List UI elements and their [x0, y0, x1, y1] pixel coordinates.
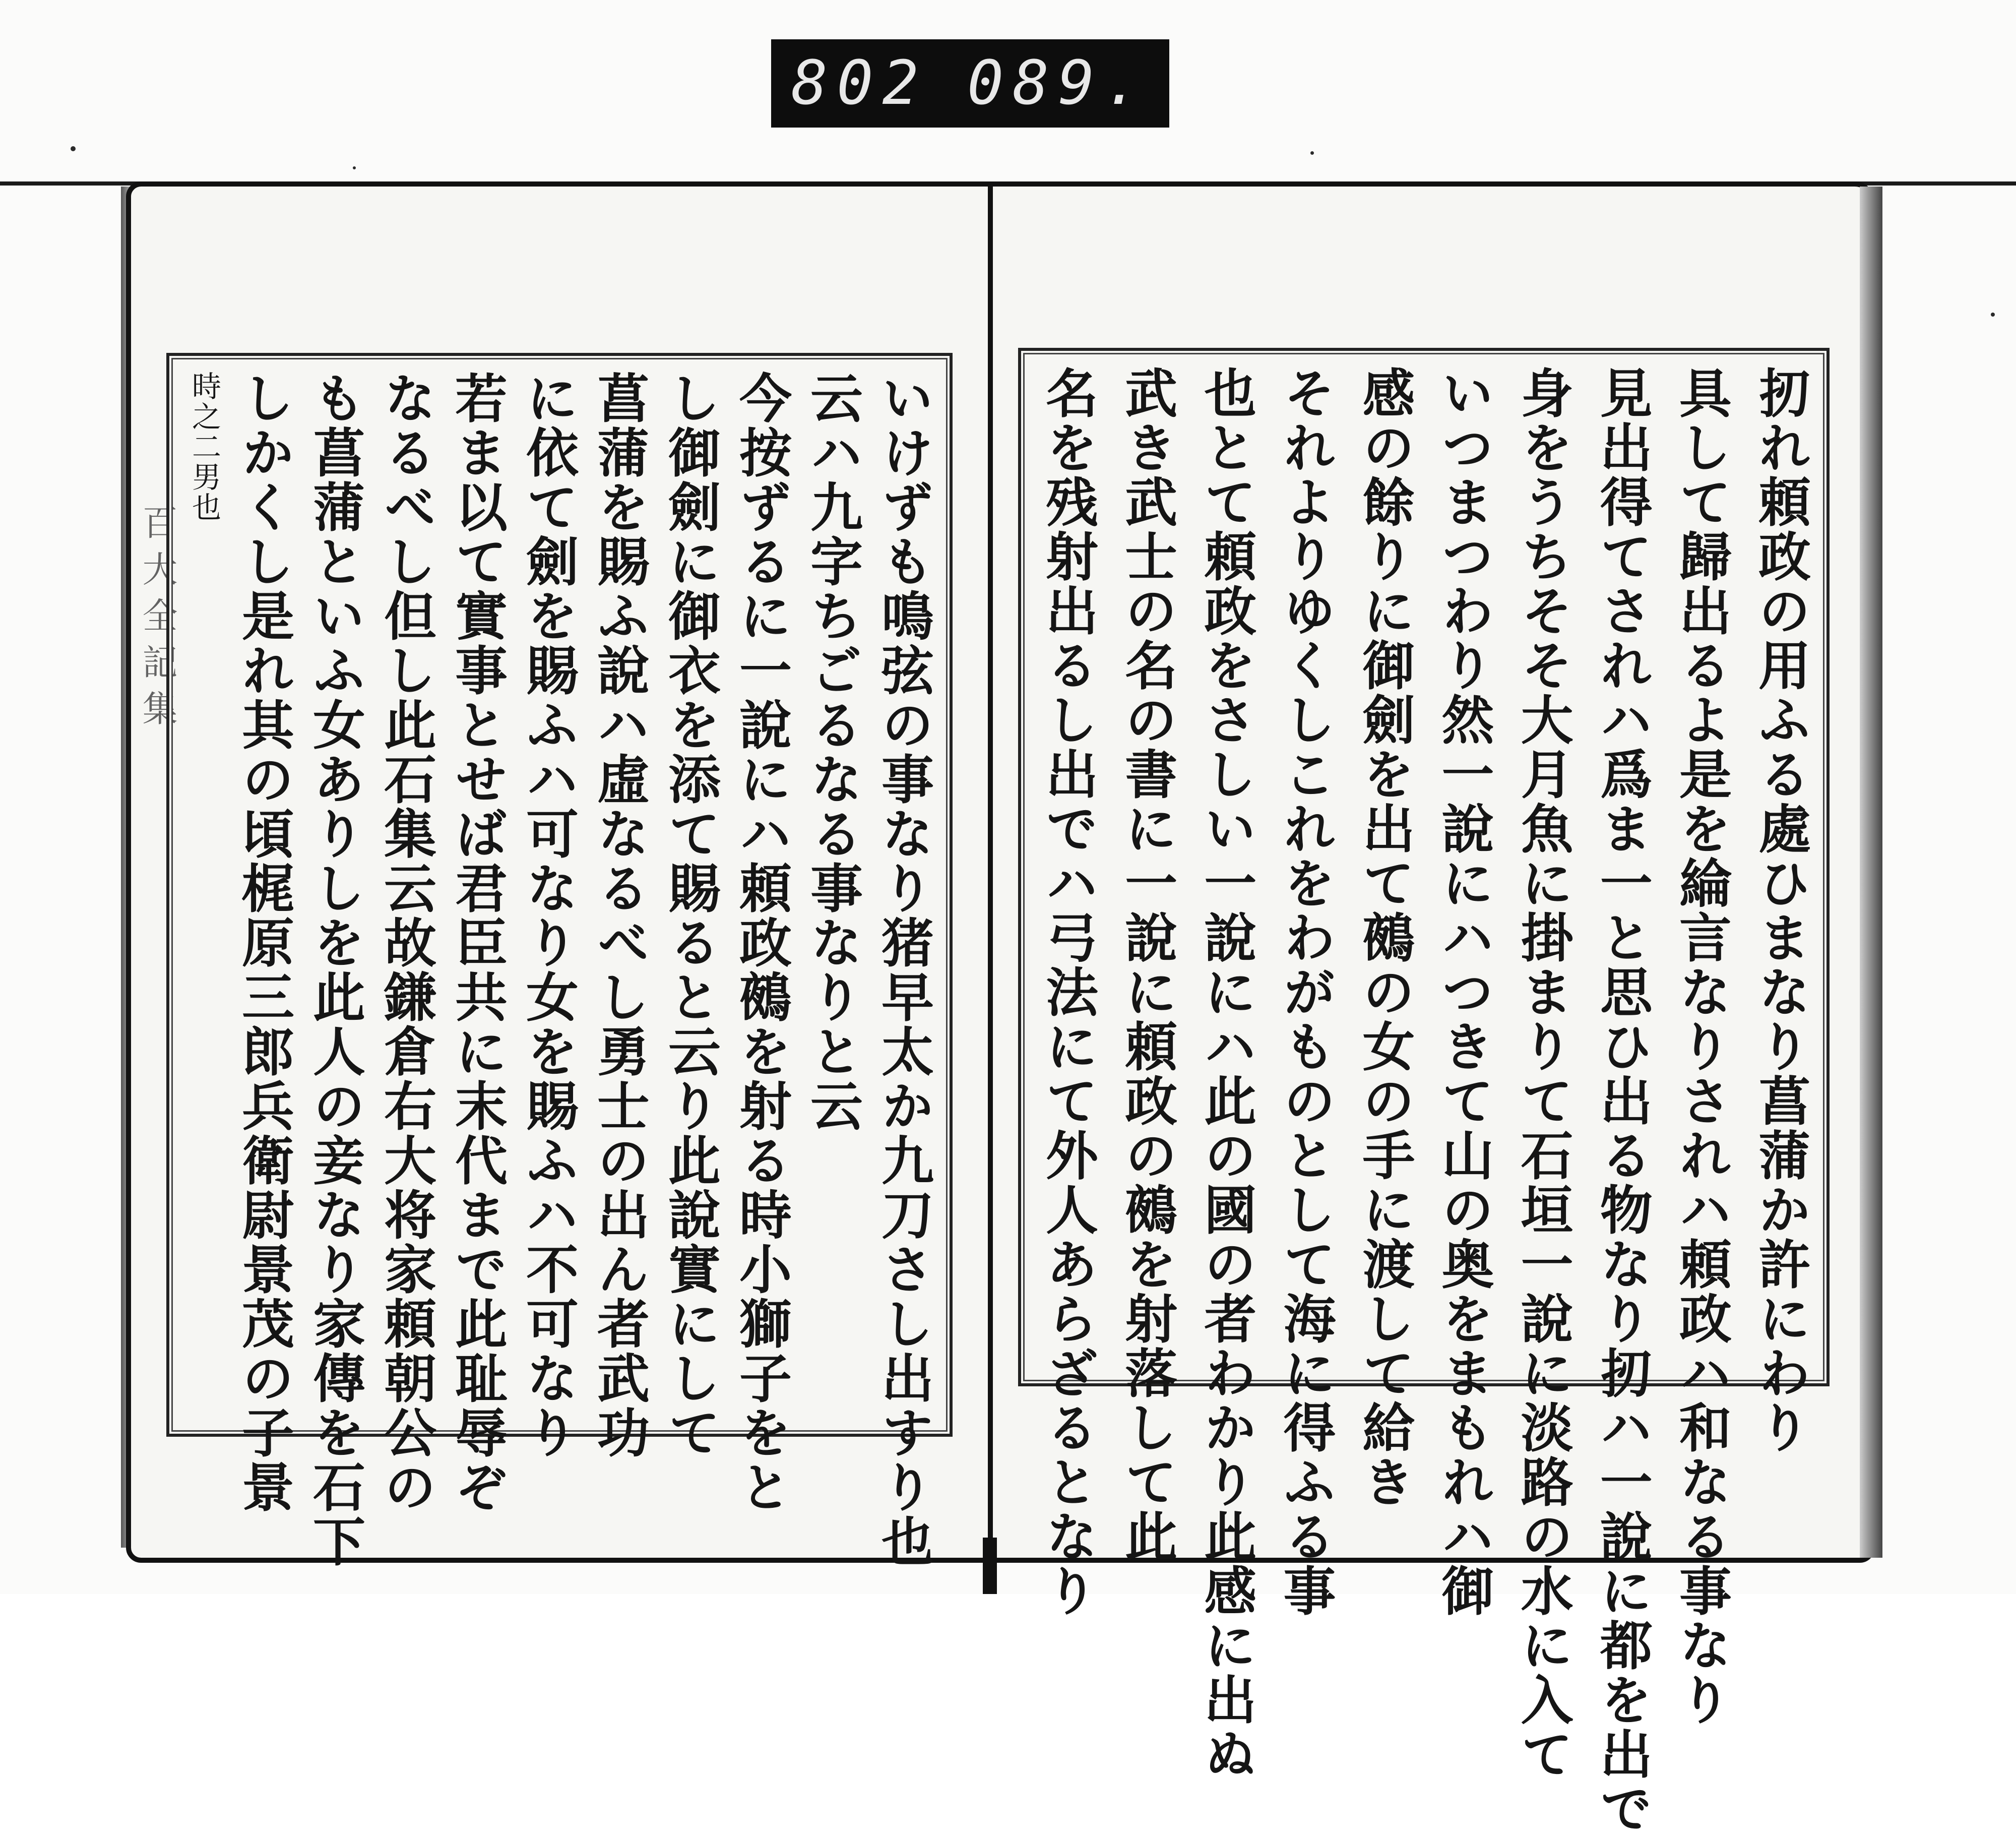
text-column: 見出得てされハ爲ま一と思ひ出る物なり扨ハ一說に都を出で	[1591, 366, 1653, 1836]
film-frame-label	[771, 39, 1169, 128]
text-column: 具して歸出るよ是を綸言なりされハ頼政ハ和なる事なり	[1670, 366, 1732, 1727]
text-column: 身をうちそそ大月魚に掛まりて石垣一說に淡路の水に入て	[1511, 366, 1574, 1782]
left-page-frame	[166, 353, 953, 1569]
film-frame-number: 089.	[967, 48, 1149, 118]
right-page-text	[1037, 366, 1811, 1836]
text-column: いつまつわり然一說にハつきて山の奥をまもれハ御	[1432, 366, 1495, 1618]
scan-speck	[1991, 313, 1995, 317]
text-column-note: 時之二男也	[187, 371, 221, 522]
book-gutter	[988, 187, 993, 1593]
text-column: も菖蒲といふ女ありしを此人の妾なり家傳を石下	[304, 371, 366, 1569]
text-column: 名を残射出るし出でハ弓法にて外人あらざるとなり	[1037, 366, 1099, 1618]
book-edge-right	[1860, 187, 1882, 1558]
text-column: 感の餘りに御劍を出て鵺の女の手に渡して給き	[1353, 366, 1416, 1509]
scan-speck	[353, 166, 356, 169]
text-column: 也とて頼政をさしい一說にハ此の國の者わかり此感に出ぬ	[1195, 366, 1257, 1782]
right-page-frame	[1018, 348, 1830, 1836]
text-column: しかくし是れ其の頃梶原三郎兵衛尉景茂の子景	[233, 371, 295, 1514]
text-column: し御劍に御衣を添て賜ると云り此說實にして	[659, 371, 721, 1460]
scan-speck	[1310, 151, 1314, 155]
text-column: それよりゆくしこれをわがものとして海に得ふる事	[1274, 366, 1337, 1618]
spine-title: 百 大 全 記 集	[137, 504, 178, 726]
text-column: いけずも鳴弦の事なり猪早太か九刀さし出すり也	[872, 371, 934, 1569]
text-column: 武き武士の名の書に一說に頼政の鵺を射落して此	[1116, 366, 1178, 1564]
text-column: に依て劍を賜ふハ可なり女を賜ふハ不可なり	[517, 371, 579, 1460]
text-column: なるべし但し此石集云故鎌倉右大将家頼朝公の	[375, 371, 437, 1514]
text-column: 今按ずるに一說にハ頼政鵺を射る時小獅子をと	[730, 371, 792, 1514]
gutter-foot	[983, 1538, 997, 1594]
film-reel-number: 802	[791, 48, 928, 118]
scan-speck	[71, 146, 76, 151]
text-column: 菖蒲を賜ふ說ハ虛なるべし勇士の出ん者武功	[588, 371, 650, 1460]
text-column: 若ま以て實事とせば君臣共に末代まで此耻辱ぞ	[446, 371, 508, 1514]
text-column: 扨れ頼政の用ふる處ひまなり菖蒲か許にわり	[1749, 366, 1811, 1455]
left-page-text	[187, 371, 934, 1569]
text-column: 云ハ九字ちごるなる事なりと云	[801, 371, 863, 1133]
